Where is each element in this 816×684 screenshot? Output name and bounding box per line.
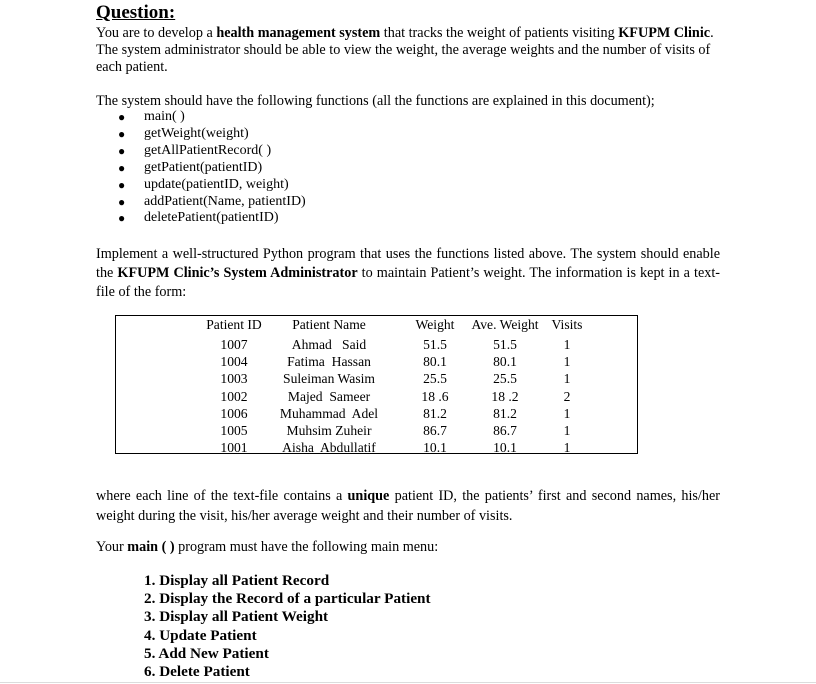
cell-patient-id: 1005 xyxy=(220,423,248,438)
cell-patient-id: 1002 xyxy=(220,388,248,404)
cell-weight: 51.5 xyxy=(423,337,447,352)
patient-table xyxy=(115,315,638,454)
cell-weight: 25.5 xyxy=(423,371,447,387)
cell-visits: 1 xyxy=(563,354,571,370)
menu-item: 4. Update Patient xyxy=(144,626,257,644)
cell-patient-name: Majed Sameer xyxy=(287,388,371,404)
cell-patient-name: Muhammad Adel xyxy=(279,405,379,421)
cell-weight: 18 .6 xyxy=(421,388,449,404)
bullet-icon: ● xyxy=(118,211,126,226)
bullet-icon: ● xyxy=(118,177,126,192)
function-item: ● getPatient(patientID) xyxy=(118,159,263,175)
cell-patient-name: Suleiman Wasim xyxy=(283,371,375,387)
cell-weight: 81.2 xyxy=(423,405,447,421)
cell-patient-id: 1001 xyxy=(220,440,248,456)
cell-patient-id: 1004 xyxy=(220,354,248,370)
page-edge xyxy=(0,682,816,683)
bullet-icon: ● xyxy=(118,143,126,158)
cell-visits: 1 xyxy=(563,405,571,421)
cell-patient-id: 1006 xyxy=(220,405,248,421)
bullet-icon: ● xyxy=(118,160,126,175)
cell-patient-id: 1003 xyxy=(220,371,248,387)
where-paragraph: where each line of the text-file contains a unique patient ID, the patients’ first and second names, his/her weight during the visit, his/her average weight and their number of visits. xyxy=(96,488,720,524)
menu-item: 2. Display the Record of a particular Patient xyxy=(144,590,431,608)
cell-ave-weight: 51.5 xyxy=(493,337,517,352)
menu-item: 3. Display all Patient Weight xyxy=(144,608,329,626)
cell-weight: 10.1 xyxy=(423,440,447,456)
function-item: ● addPatient(Name, patientID) xyxy=(118,193,306,209)
function-item: ● update(patientID, weight) xyxy=(118,176,289,192)
implement-paragraph: Implement a well-structured Python program that uses the functions listed above. The system should enable the KFUPM Clinic’s System Administrator to maintain Patient’s weight. The information is kept in a text-file of the form: xyxy=(96,246,720,300)
menu-item: 6. Delete Patient xyxy=(144,663,250,681)
main-menu-list xyxy=(144,572,431,681)
cell-visits: 1 xyxy=(563,371,571,387)
column-header-ave-weight: Ave. Weight xyxy=(471,317,539,332)
cell-ave-weight: 86.7 xyxy=(493,423,517,438)
cell-visits: 1 xyxy=(563,337,571,352)
cell-visits: 1 xyxy=(563,440,571,456)
function-item: ● getWeight(weight) xyxy=(118,125,249,141)
cell-patient-id: 1007 xyxy=(220,337,248,352)
functions-list xyxy=(118,109,306,227)
cell-patient-name: Aisha Abdullatif xyxy=(282,440,376,456)
function-item: ● main( ) xyxy=(118,109,185,124)
cell-ave-weight: 25.5 xyxy=(493,371,517,387)
bullet-icon: ● xyxy=(118,126,126,141)
bullet-icon: ● xyxy=(118,110,126,124)
cell-patient-name: Ahmad Said xyxy=(291,337,367,352)
cell-weight: 80.1 xyxy=(423,354,447,370)
cell-weight: 86.7 xyxy=(423,423,447,438)
column-header-patient-name: Patient Name xyxy=(292,317,366,332)
menu-item: 1. Display all Patient Record xyxy=(144,572,330,589)
main-menu-intro: Your main ( ) program must have the following main menu: xyxy=(96,539,439,555)
column-header-weight: Weight xyxy=(415,317,455,332)
intro-paragraph: You are to develop a health management system that tracks the weight of patients visiting KFUPM Clinic. The system administrator should be able to view the weight, the average weights and the number of visits of each patient. xyxy=(96,25,714,75)
function-item: ● getAllPatientRecord( ) xyxy=(118,142,272,158)
column-header-patient-id: Patient ID xyxy=(206,317,262,332)
cell-visits: 2 xyxy=(563,388,571,404)
column-header-visits: Visits xyxy=(551,317,583,332)
cell-ave-weight: 80.1 xyxy=(493,354,517,370)
question-heading: Question: xyxy=(96,2,176,23)
menu-item: 5. Add New Patient xyxy=(144,644,269,662)
functions-intro: The system should have the following functions (all the functions are explained in this document); xyxy=(96,93,655,109)
cell-patient-name: Muhsim Zuheir xyxy=(286,423,372,438)
cell-patient-name: Fatima Hassan xyxy=(287,354,371,370)
cell-ave-weight: 10.1 xyxy=(493,440,517,456)
cell-visits: 1 xyxy=(563,423,571,438)
cell-ave-weight: 18 .2 xyxy=(491,388,519,404)
cell-ave-weight: 81.2 xyxy=(493,405,517,421)
function-item: ● deletePatient(patientID) xyxy=(118,210,279,226)
bullet-icon: ● xyxy=(118,194,126,209)
